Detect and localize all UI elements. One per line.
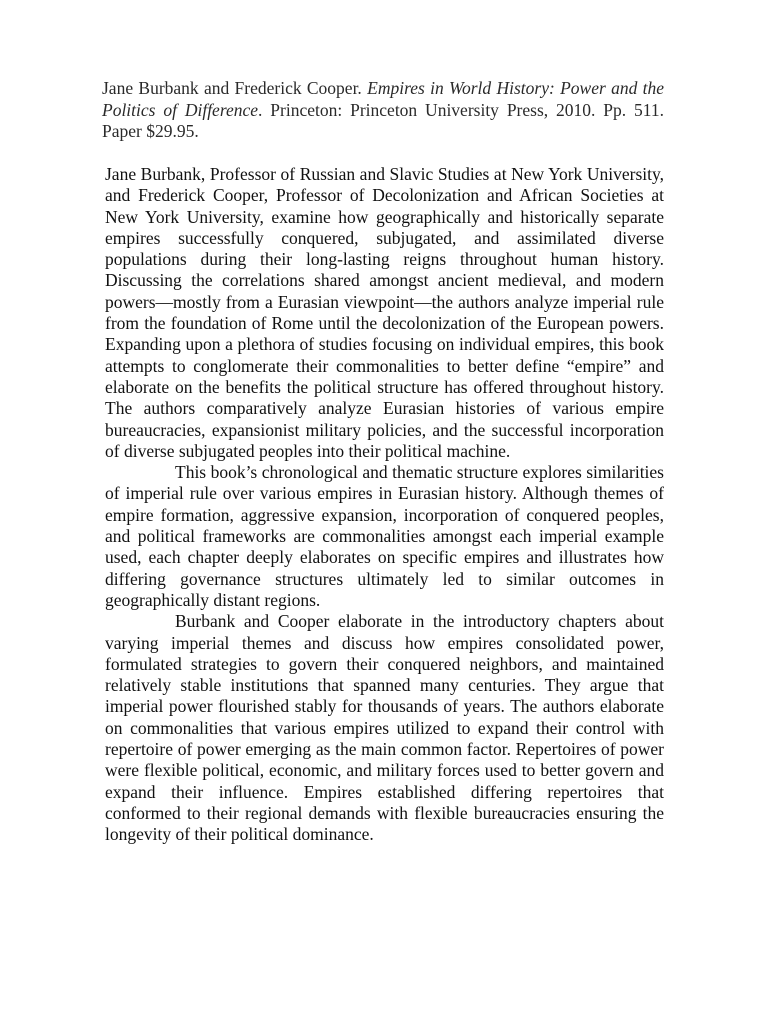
- review-paragraph-3: Burbank and Cooper elaborate in the introductory chapters about varying imperial themes and discuss how empires consolidated power, formulated strategies to govern their conquered neighbors, and maintained relatively stable institutions that spanned many centuries. They argue that imperial power flourished stably for thousands of years. The authors elaborate on commonalities that various empires utilized to expand their control with repertoire of power emerging as the main common factor. Repertoires of power were flexible political, economic, and military forces used to better govern and expand their influence. Empires established differing repertoires that conformed to their regional demands with flexible bureaucracies ensuring the longevity of their political dominance.: [105, 611, 664, 845]
- review-paragraph-1: Jane Burbank, Professor of Russian and Slavic Studies at New York University, and Frederick Cooper, Professor of Decolonization and African Societies at New York University, examine how geographically and historically separate empires successfully conquered, subjugated, and assimilated diverse populations during their long-lasting reigns throughout human history. Discussing the correlations shared amongst ancient medieval, and modern powers—mostly from a Eurasian viewpoint—the authors analyze imperial rule from the foundation of Rome until the decolonization of the European powers. Expanding upon a plethora of studies focusing on individual empires, this book attempts to conglomerate their commonalities to better define “empire” and elaborate on the benefits the political structure has offered throughout history. The authors comparatively analyze Eurasian histories of various empire bureaucracies, expansionist military policies, and the successful incorporation of diverse subjugated peoples into their political machine.: [105, 164, 664, 461]
- citation-title: Empires in World History: Power and the Politics of Difference: [102, 78, 665, 120]
- review-paragraph-2: This book’s chronological and thematic structure explores similarities of imperial rule over various empires in Eurasian history. Although themes of empire formation, aggressive expansion, incorporation of conquered peoples, and political frameworks are commonalities amongst each imperial example used, each chapter deeply elaborates on specific empires and illustrates how differing governance structures ultimately led to similar outcomes in geographically distant regions.: [105, 462, 664, 610]
- book-citation: [102, 78, 664, 143]
- citation-publication: . Princeton: Princeton University Press, 2010. Pp. 511. Paper $29.95.: [102, 99, 664, 141]
- review-body: [105, 164, 664, 846]
- citation-authors: Jane Burbank and Frederick Cooper.: [102, 78, 362, 98]
